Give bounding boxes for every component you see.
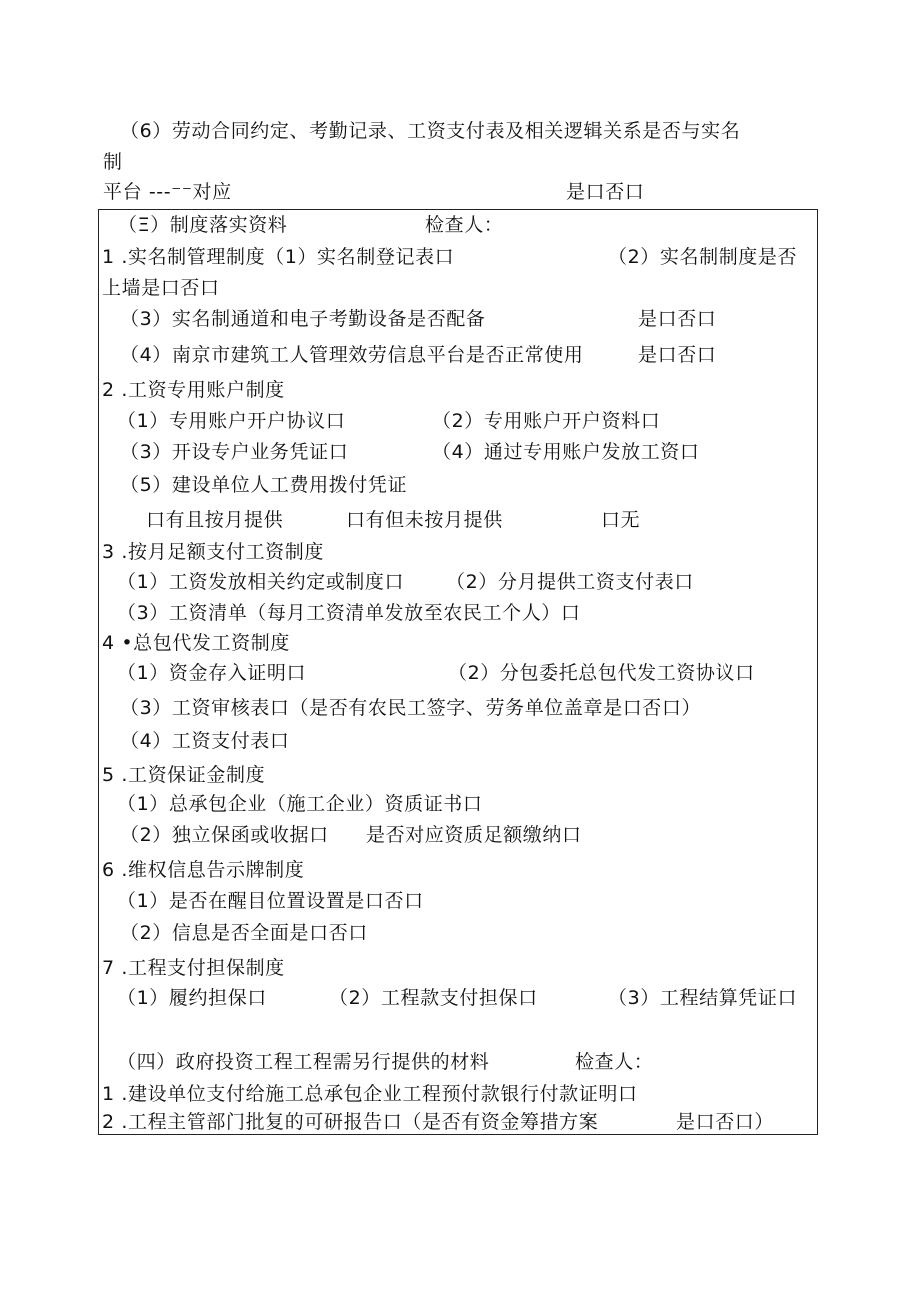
s6-item2[interactable]: （2）信息是否全面是口否口 [120,922,368,944]
s4-item4[interactable]: （4）工资支付表口 [120,730,290,752]
s4b-item2[interactable]: 2 .工程主管部门批复的可研报告口（是否有资金筹措方案 [102,1111,599,1133]
s6-title: 6 .维权信息告示牌制度 [102,859,305,881]
section3-inspector-label: 检查人： [425,214,504,236]
section4-title: （四）政府投资工程工程需另行提供的材料 [117,1051,490,1073]
s2-item4[interactable]: （4）通过专用账户发放工资口 [432,441,700,463]
s4-item3[interactable]: （3）工资审核表口（是否有农民工签字、劳务单位盖章是口否口） [120,697,702,719]
s7-item2[interactable]: （2）工程款支付担保口 [329,987,538,1009]
s6-item1[interactable]: （1）是否在醒目位置设置是口否口 [117,890,424,912]
s5-item2-amount[interactable]: 是否对应资质足额缴纳口 [366,824,582,846]
s2-option-none[interactable]: 口无 [601,509,641,531]
section4-inspector-label: 检查人： [575,1051,654,1073]
s2-option-monthly[interactable]: 口有且按月提供 [146,509,284,531]
s2-item2[interactable]: （2）专用账户开户资料口 [432,410,661,432]
s4b-item1[interactable]: 1 .建设单位支付给施工总承包企业工程预付款银行付款证明口 [102,1083,638,1105]
section3-title: （Ξ）制度落实资料 [118,214,288,236]
s3-item3[interactable]: （3）工资清单（每月工资清单发放至农民工个人）口 [117,602,581,624]
s2-title: 2 .工资专用账户制度 [102,379,285,401]
s4-item1[interactable]: （1）资金存入证明口 [117,662,307,684]
s1-item3: （3）实名制通道和电子考勤设备是否配备 [120,308,486,330]
s2-item5: （5）建设单位人工费用拨付凭证 [120,474,408,496]
s4b-item2-answer[interactable]: 是口否口） [676,1111,775,1133]
s5-item1[interactable]: （1）总承包企业（施工企业）资质证书口 [117,793,483,815]
s4-title: 4 •总包代发工资制度 [102,632,290,654]
s4-item2[interactable]: （2）分包委托总包代发工资协议口 [448,662,755,684]
item6-question-line1: （6）劳动合同约定、考勤记录、工资支付表及相关逻辑关系是否与实名 [120,120,741,142]
s1-item3-answer[interactable]: 是口否口 [638,308,717,330]
s3-item2[interactable]: （2）分月提供工资支付表口 [446,571,694,593]
s2-item1[interactable]: （1）专用账户开户协议口 [117,410,346,432]
s5-title: 5 .工资保证金制度 [102,764,266,786]
s1-realname-onwall: （2）实名制制度是否 [608,246,798,268]
s1-item4-answer[interactable]: 是口否口 [638,344,717,366]
s7-item1[interactable]: （1）履约担保口 [117,987,267,1009]
item6-answer-checkboxes[interactable]: 是口否口 [566,181,645,203]
item6-question-line2: 制 [103,151,123,173]
s2-option-not-monthly[interactable]: 口有但未按月提供 [346,509,503,531]
item6-question-line3: 平台 ---⁻⁻对应 [103,181,232,203]
s3-title: 3 .按月足额支付工资制度 [102,541,324,563]
s1-item4: （4）南京市建筑工人管理效劳信息平台是否正常使用 [120,344,584,366]
s2-item3[interactable]: （3）开设专户业务凭证口 [120,441,349,463]
s7-item3[interactable]: （3）工程结算凭证口 [608,987,798,1009]
s5-item2[interactable]: （2）独立保函或收据口 [120,824,329,846]
s7-title: 7 .工程支付担保制度 [102,957,285,979]
s1-onwall-answer[interactable]: 上墙是口否口 [102,277,220,299]
s3-item1[interactable]: （1）工资发放相关约定或制度口 [117,571,405,593]
s1-realname-system[interactable]: 1 .实名制管理制度（1）实名制登记表口 [102,246,455,268]
